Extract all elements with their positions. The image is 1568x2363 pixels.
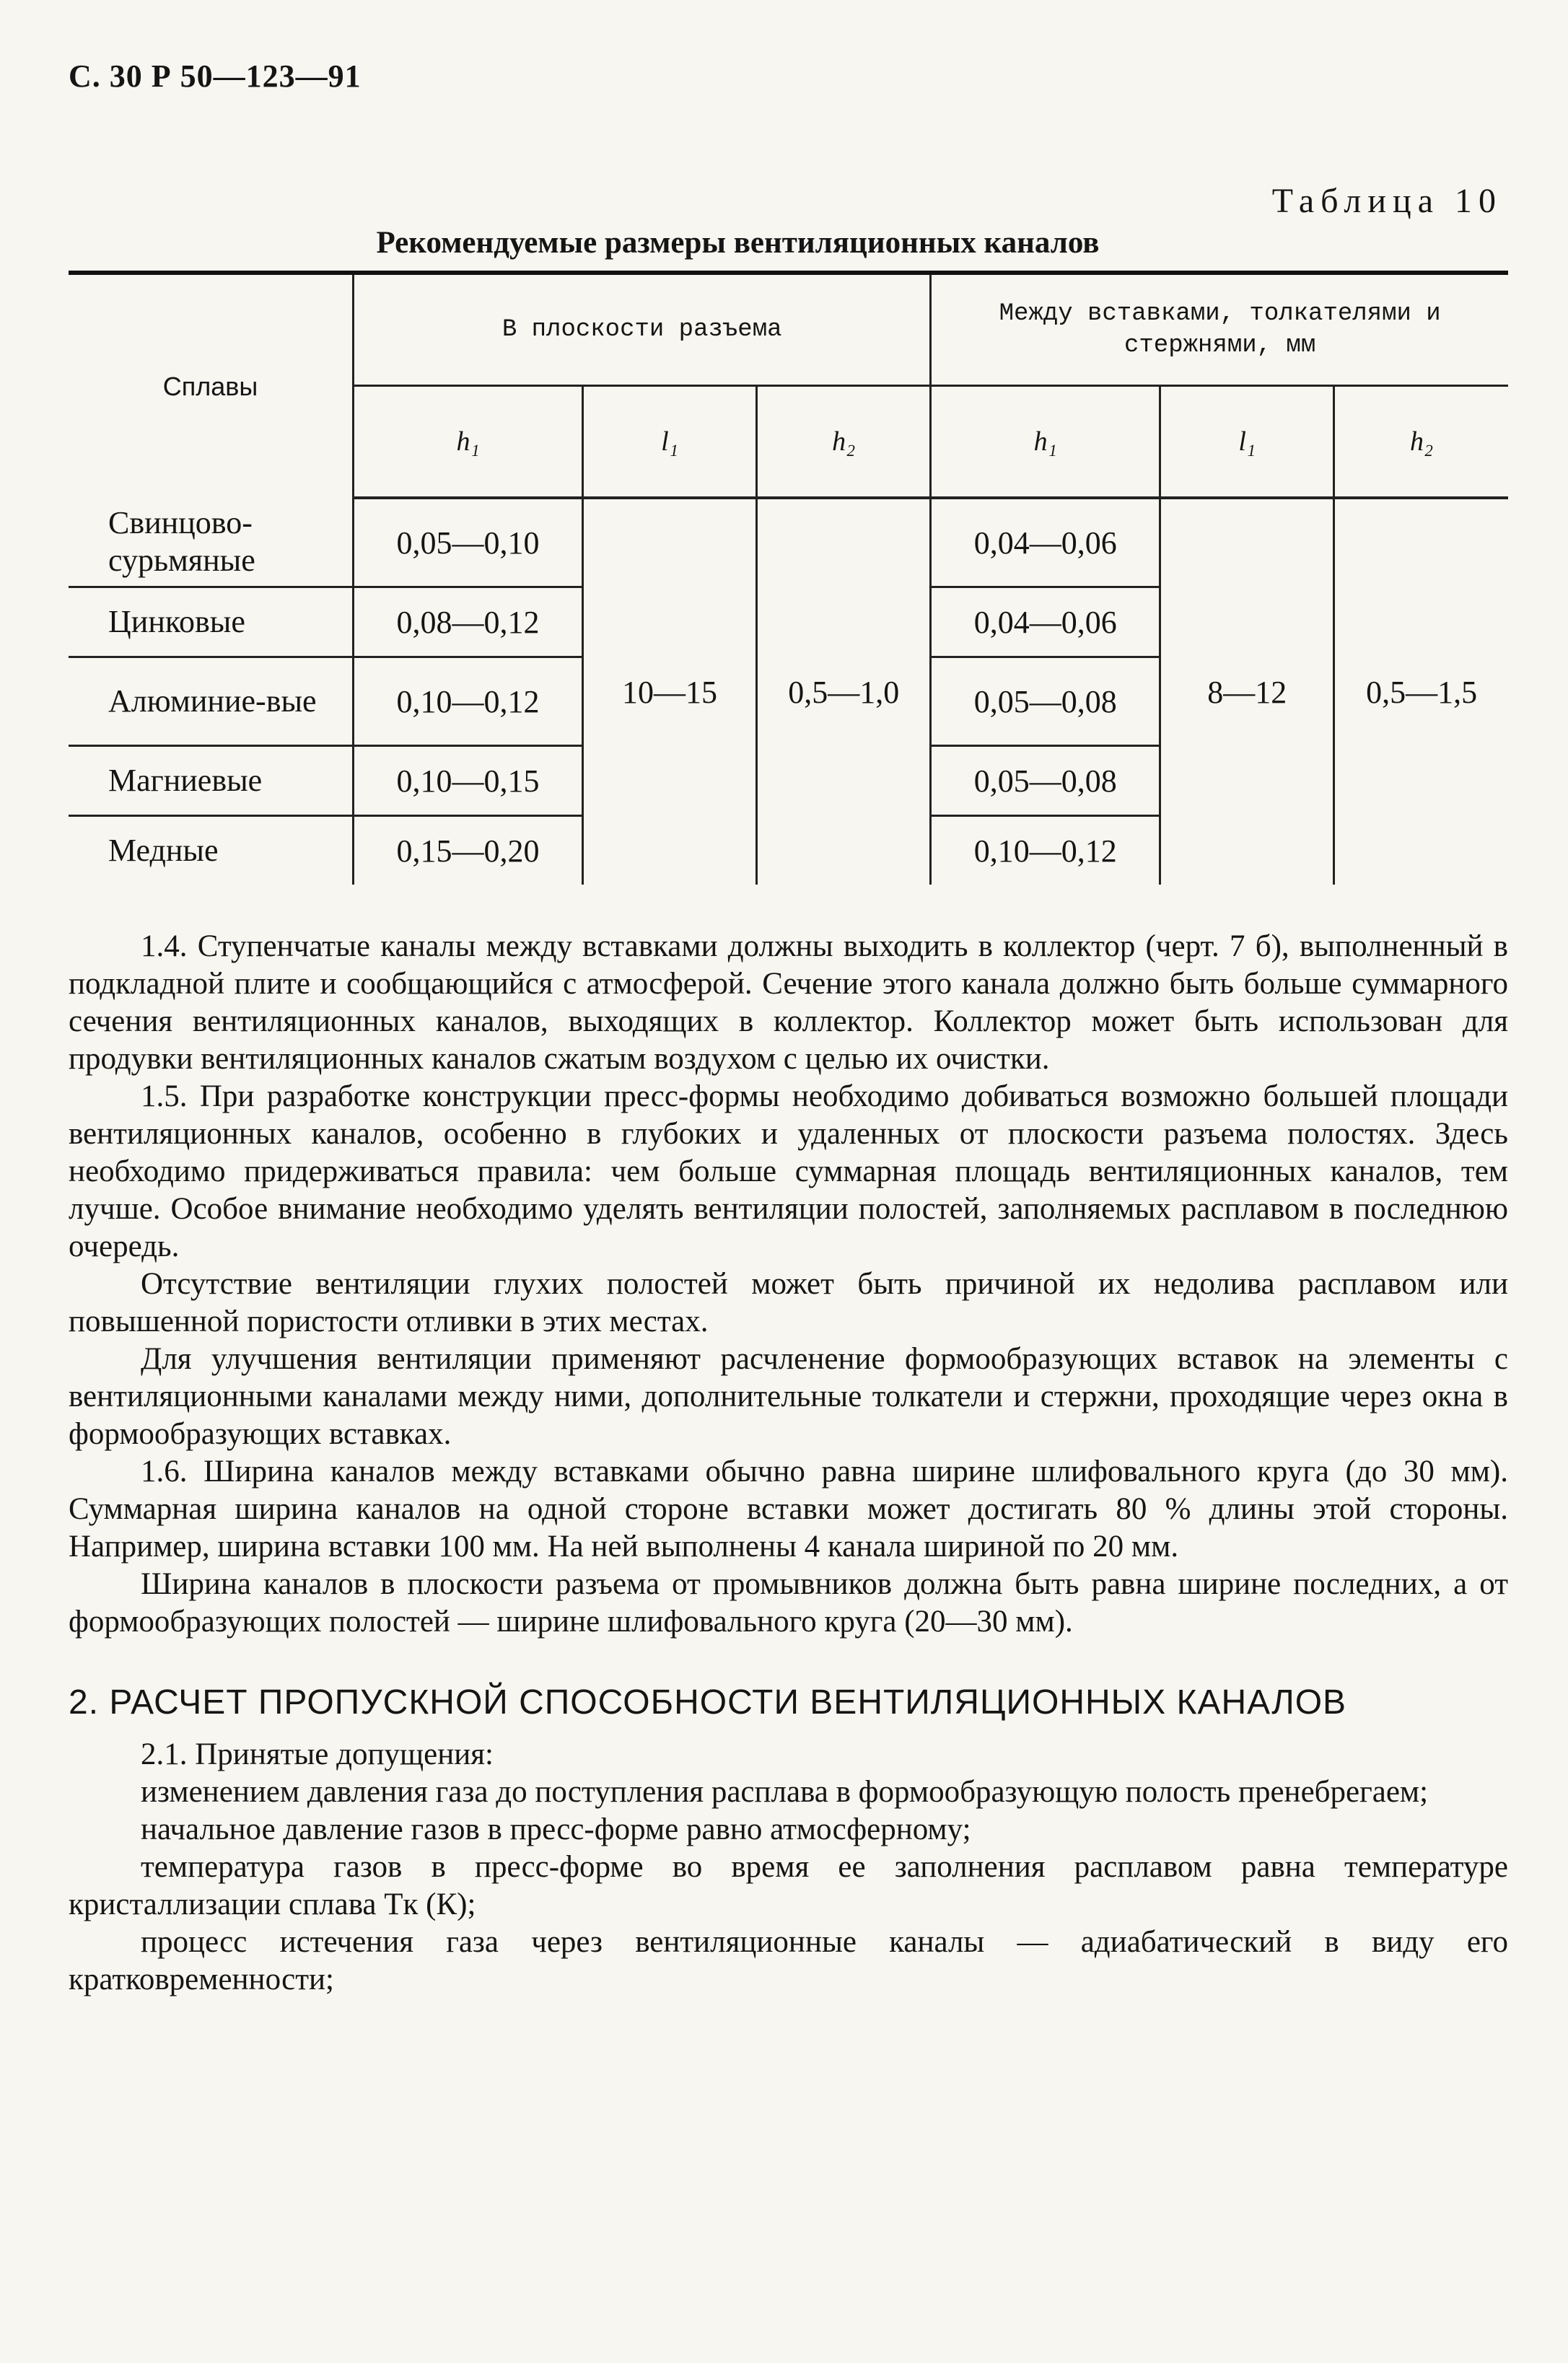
g2-h1-value: 0,10—0,12 xyxy=(931,816,1160,885)
group-between-inserts: Между вставками, толкателями и стержнями, мм xyxy=(931,273,1508,386)
table-number: Таблица 10 xyxy=(1271,182,1502,220)
g1-h1-value: 0,05—0,10 xyxy=(354,498,583,587)
section-heading: 2. РАСЧЕТ ПРОПУСКНОЙ СПОСОБНОСТИ ВЕНТИЛЯЦИОННЫХ КАНАЛОВ xyxy=(69,1683,1347,1722)
sub-h2: h₂ xyxy=(1334,386,1508,499)
g2-h1-value: 0,04—0,06 xyxy=(931,587,1160,657)
assumption-item: температура газов в пресс-форме во время ее заполнения расплавом равна температуре кристаллизации сплава Tк (К); xyxy=(69,1850,1508,1921)
sub-l1: l₁ xyxy=(1160,386,1334,499)
alloy-name: Цинковые xyxy=(69,587,354,657)
paragraph-2-1: 2.1. Принятые допущения: xyxy=(141,1737,494,1771)
paragraph-absence: Отсутствие вентиляции глухих полостей может быть причиной их недолива расплавом или повышенной пористости отливки в этих местах. xyxy=(69,1267,1508,1338)
body-text xyxy=(69,928,1508,1999)
g2-h2-value: 0,5—1,5 xyxy=(1334,498,1508,885)
sub-h2: h₂ xyxy=(757,386,931,499)
g1-h1-value: 0,10—0,12 xyxy=(354,657,583,746)
assumption-item: изменением давления газа до поступления расплава в формообразующую полость пренебрегаем; xyxy=(141,1775,1429,1809)
alloy-name: Медные xyxy=(108,833,219,869)
alloy-name: Алюминие-вые xyxy=(69,657,354,746)
alloy-name: Магниевые xyxy=(69,746,354,816)
paragraph-1-5: 1.5. При разработке конструкции пресс-формы необходимо добиваться возможно большей площади вентиляционных каналов, особенно в глубоких и удаленных от плоскости разъема полостях. Здесь необходимо придерживаться правила: чем больше суммарная площадь вентиляционных каналов, тем лучше. Особое внимание необходимо уделять вентиляции полостей, заполняемых расплавом в последнюю очередь. xyxy=(69,1079,1508,1263)
g1-h1-value: 0,10—0,15 xyxy=(354,746,583,816)
g1-l1-value: 10—15 xyxy=(582,498,756,885)
document-page xyxy=(69,43,1508,1999)
g2-l1-value: 8—12 xyxy=(1160,498,1334,885)
sub-h1: h₁ xyxy=(931,386,1160,499)
running-head: С. 30 Р 50—123—91 xyxy=(69,58,362,94)
assumption-item: процесс истечения газа через вентиляционные каналы — адиабатический в виду его кратковременности; xyxy=(69,1925,1508,1996)
assumption-item: начальное давление газов в пресс-форме равно атмосферному; xyxy=(141,1812,971,1846)
table-row xyxy=(69,498,1508,587)
group-parting-plane: В плоскости разъема xyxy=(354,273,931,386)
g1-h2-value: 0,5—1,0 xyxy=(757,498,931,885)
g2-h1-value: 0,04—0,06 xyxy=(931,498,1160,587)
vent-channel-table xyxy=(69,271,1508,885)
g2-h1-value: 0,05—0,08 xyxy=(931,746,1160,816)
paragraph-1-6: 1.6. Ширина каналов между вставками обычно равна ширине шлифовального круга (до 30 мм). Суммарная ширина каналов на одной стороне вставки может достигать 80 % длины этой стороны. Например, ширина вставки 100 мм. На ней выполнены 4 канала шириной по 20 мм. xyxy=(69,1455,1508,1564)
g2-h1-value: 0,05—0,08 xyxy=(931,657,1160,746)
sub-l1: l₁ xyxy=(582,386,756,499)
paragraph-width: Ширина каналов в плоскости разъема от промывников должна быть равна ширине последних, а от формообразующих полостей — ширине шлифовального круга (20—30 мм). xyxy=(69,1567,1508,1639)
paragraph-1-4: 1.4. Ступенчатые каналы между вставками должны выходить в коллектор (черт. 7 б), выполненный в подкладной плите и сообщающийся с атмосферой. Сечение этого канала должно быть больше суммарного сечения вентиляционных каналов, выходящих в коллектор. Коллектор может быть использован для продувки вентиляционных каналов сжатым воздухом с целью их очистки. xyxy=(69,929,1508,1076)
g1-h1-value: 0,08—0,12 xyxy=(354,587,583,657)
table-title: Рекомендуемые размеры вентиляционных каналов xyxy=(376,226,1100,260)
g1-h1-value: 0,15—0,20 xyxy=(354,816,583,885)
sub-h1: h₁ xyxy=(354,386,583,499)
col-alloys: Сплавы xyxy=(69,273,354,498)
alloy-name: Свинцово-сурьмяные xyxy=(69,498,354,587)
paragraph-improve: Для улучшения вентиляции применяют расчленение формообразующих вставок на элементы с вентиляционными каналами между ними, дополнительные толкатели и стержни, проходящие через окна в формообразующих вставках. xyxy=(69,1342,1508,1451)
